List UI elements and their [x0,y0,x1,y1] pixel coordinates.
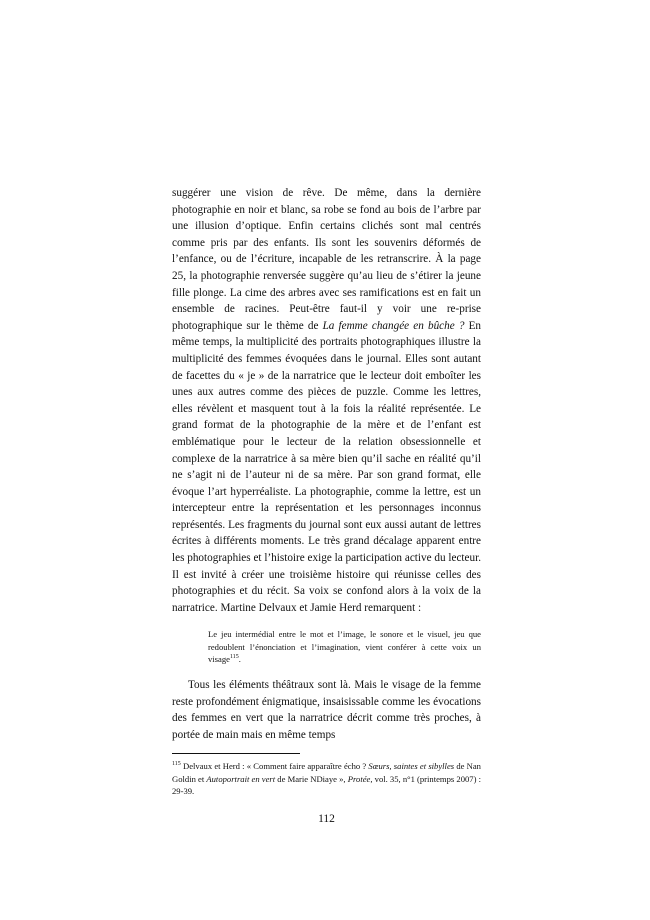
footnote-reference[interactable]: 115 [229,653,239,660]
footnote-italic: Sœurs, saintes et sibylles [368,761,455,772]
footnote [172,760,481,797]
footnote-italic: Protée [347,773,371,784]
page-number: 112 [318,813,335,826]
paragraph-text: En même temps, la multiplicité des portraits photographiques illustre la multiplicité des femmes évoquées dans le journal. Elles sont autant de facettes du « je » de la narratrice que le lecteur doit emboîter les unes aux autres comme des pièces de puzzle. Comme les lettres, elles révèlent et masquent tout à la fois la réalité représentée. Le grand format de la photographie de la mère et de l’enfant est emblématique pour le lecteur de la relation obsessionnelle et complexe de la narratrice à sa mère bien qu’il sache en réalité qu’il ne s’agit ni de l’auteur ni de sa mère. Par son grand format, elle évoque l’art hyperréaliste. La photographie, comme la lettre, est un intercepteur entre la représentation et les personnages inconnus représentés. Les fragments du journal sont eux aussi autant de lettres écrites à différents moments. Le très grand décalage apparent entre les photographies et l’histoire exige la participation active du lecteur. Il est invité à créer une troisième histoire qui réunisse celles des photographies et du récit. Sa voix se confond alors à la voix de la narratrice. Martine Delvaux et Jamie Herd remarquent : [172,319,481,614]
block-quote [208,628,481,665]
italic-work-title: La femme changée en bûche ? [322,319,465,332]
footnote-separator [172,753,300,754]
quote-end: . [238,653,241,664]
footnote-text: Delvaux et Herd : « Comment faire apparaître écho ? [180,761,369,772]
paragraph-text: suggérer une vision de rêve. De même, dans la dernière photographie en noir et blanc, sa robe se fond au bois de l’arbre par une illusion d’optique. Enfin certains clichés sont mal centrés comme pris par des enfants. Ils sont les souvenirs déformés de l’enfance, ou de l’écriture, incapable de les retranscrire. À la page 25, la photographie renversée suggère qu’au lieu de s’étirer la jeune fille plonge. La cime des arbres avec ses ramifications est en fait un ensemble de racines. Peut-être faut-il y voir une re-prise photographique sur le thème de [172,187,481,332]
footnote-text: , vol. 35, n°1 (printemps 2007) : 29-39. [172,773,481,796]
quote-text: Le jeu intermédial entre le mot et l’image, le sonore et le visuel, jeu que redoublent l’énonciation et l’imagination, vient conférer à cette voix un visage [208,629,481,664]
footnote-text: de Marie NDiaye », [275,773,348,784]
footnote-number: 115 [172,761,181,768]
paragraph-text: Tous les éléments théâtraux sont là. Mais le visage de la femme reste profondément énigmatique, insaisissable comme les évocations des femmes en vert que la narratrice décrit comme très proches, à portée de main mais en même temps [172,679,481,741]
body-paragraph [172,677,481,743]
page-content [172,185,481,825]
footnote-italic: Autoportrait en vert [206,773,276,784]
footnote-text: de Nan Goldin et [172,761,481,784]
body-paragraph [172,185,481,616]
